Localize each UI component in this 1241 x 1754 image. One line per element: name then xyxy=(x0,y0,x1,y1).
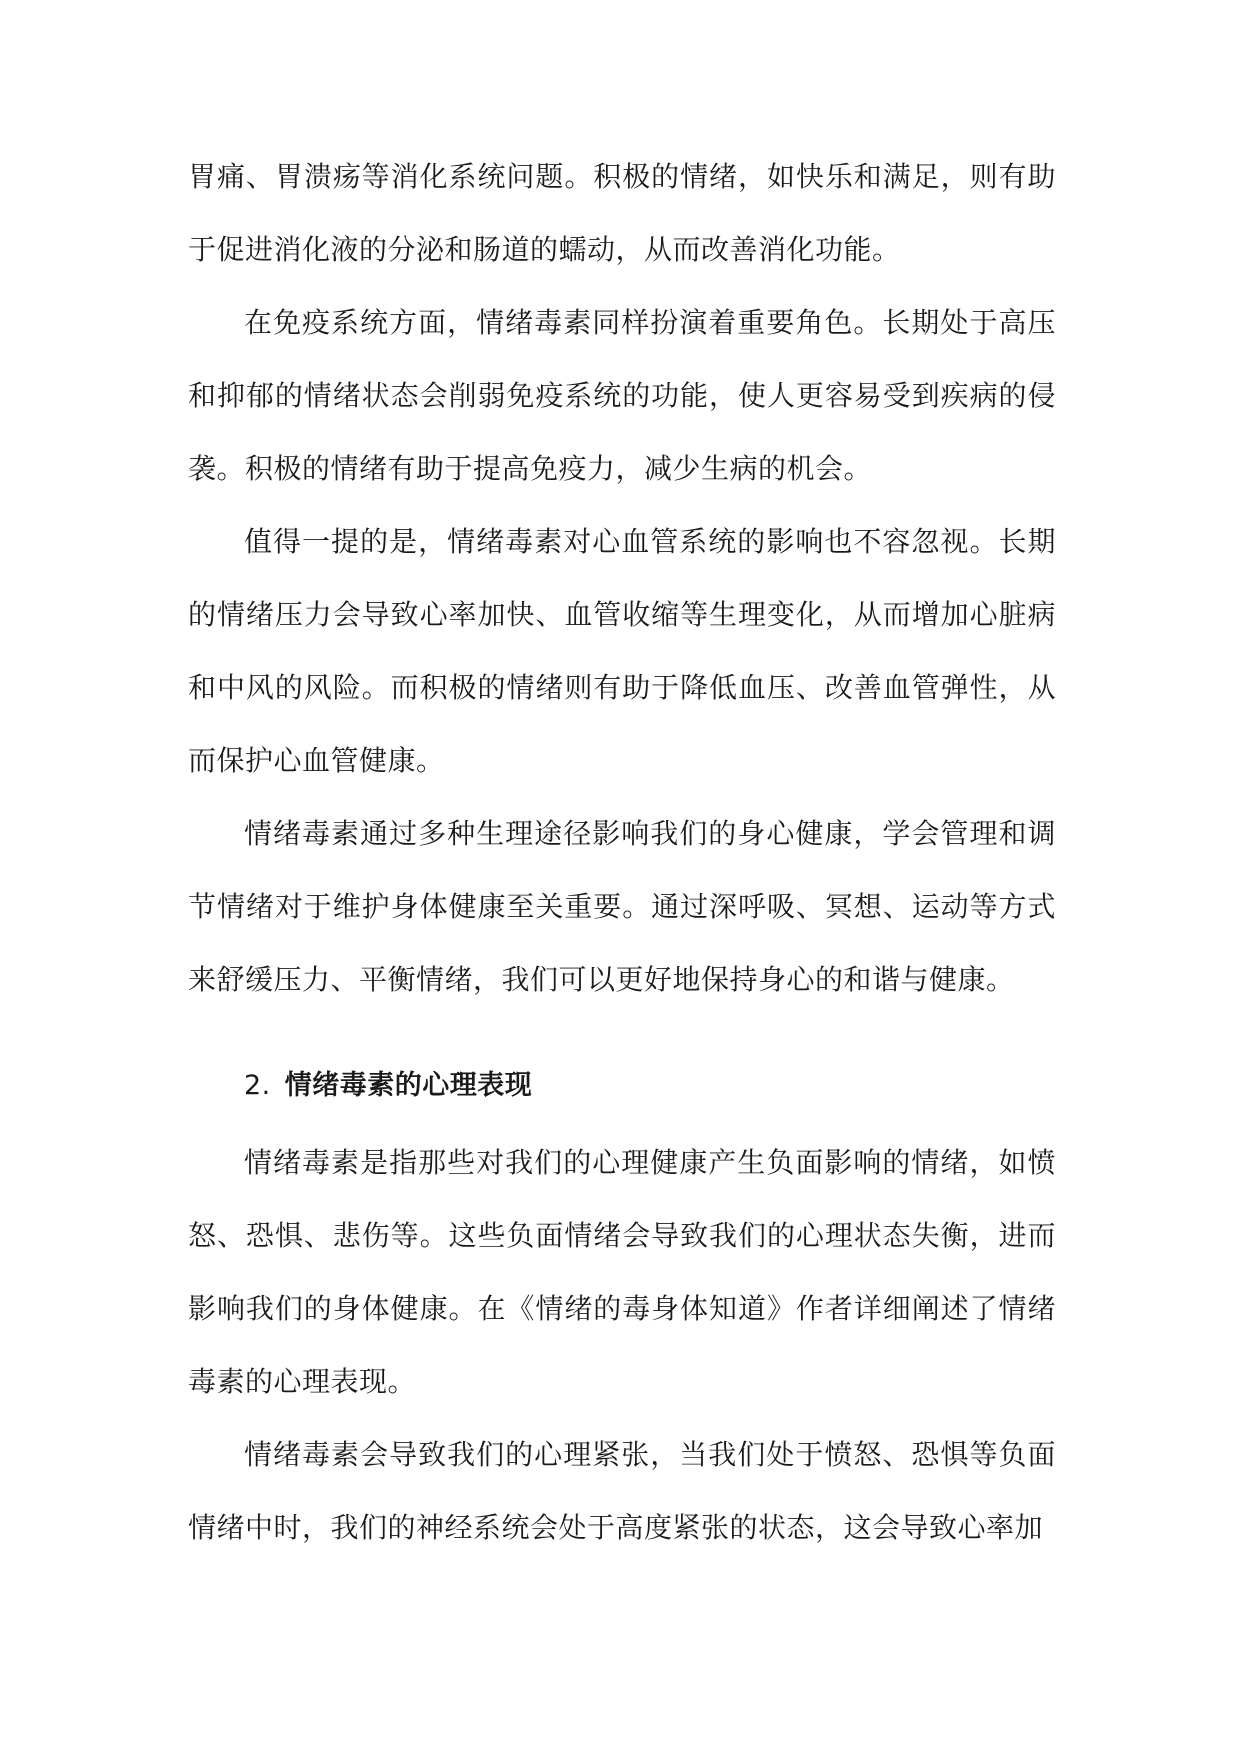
paragraph-psychological-tension: 情绪毒素会导致我们的心理紧张，当我们处于愤怒、恐惧等负面情绪中时，我们的神经系统会处于高度紧张的状态，这会导致心率加 xyxy=(188,1438,1056,1544)
paragraph-summary: 情绪毒素通过多种生理途径影响我们的身心健康，学会管理和调节情绪对于维护身体健康至关重要。通过深呼吸、冥想、运动等方式来舒缓压力、平衡情绪，我们可以更好地保持身心的和谐与健康。 xyxy=(188,817,1056,996)
section-title: 情绪毒素的心理表现 xyxy=(284,1070,533,1101)
paragraph-immune-system: 在免疫系统方面，情绪毒素同样扮演着重要角色。长期处于高压和抑郁的情绪状态会削弱免疫系统的功能，使人更容易受到疾病的侵袭。积极的情绪有助于提高免疫力，减少生病的机会。 xyxy=(188,306,1056,485)
body-text xyxy=(188,140,1056,1564)
section-heading xyxy=(188,1056,1056,1116)
paragraph-cardiovascular: 值得一提的是，情绪毒素对心血管系统的影响也不容忽视。长期的情绪压力会导致心率加快、血管收缩等生理变化，从而增加心脏病和中风的风险。而积极的情绪则有助于降低血压、改善血管弹性，从而保护心血管健康。 xyxy=(188,525,1056,777)
paragraph-psychological-definition: 情绪毒素是指那些对我们的心理健康产生负面影响的情绪，如愤怒、恐惧、悲伤等。这些负面情绪会导致我们的心理状态失衡，进而影响我们的身体健康。在《情绪的毒身体知道》作者详细阐述了情绪毒素的心理表现。 xyxy=(188,1146,1056,1398)
paragraph-digestive-continued: 胃痛、胃溃疡等消化系统问题。积极的情绪，如快乐和满足，则有助于促进消化液的分泌和肠道的蠕动，从而改善消化功能。 xyxy=(188,160,1056,266)
section-number: 2. xyxy=(244,1070,271,1101)
